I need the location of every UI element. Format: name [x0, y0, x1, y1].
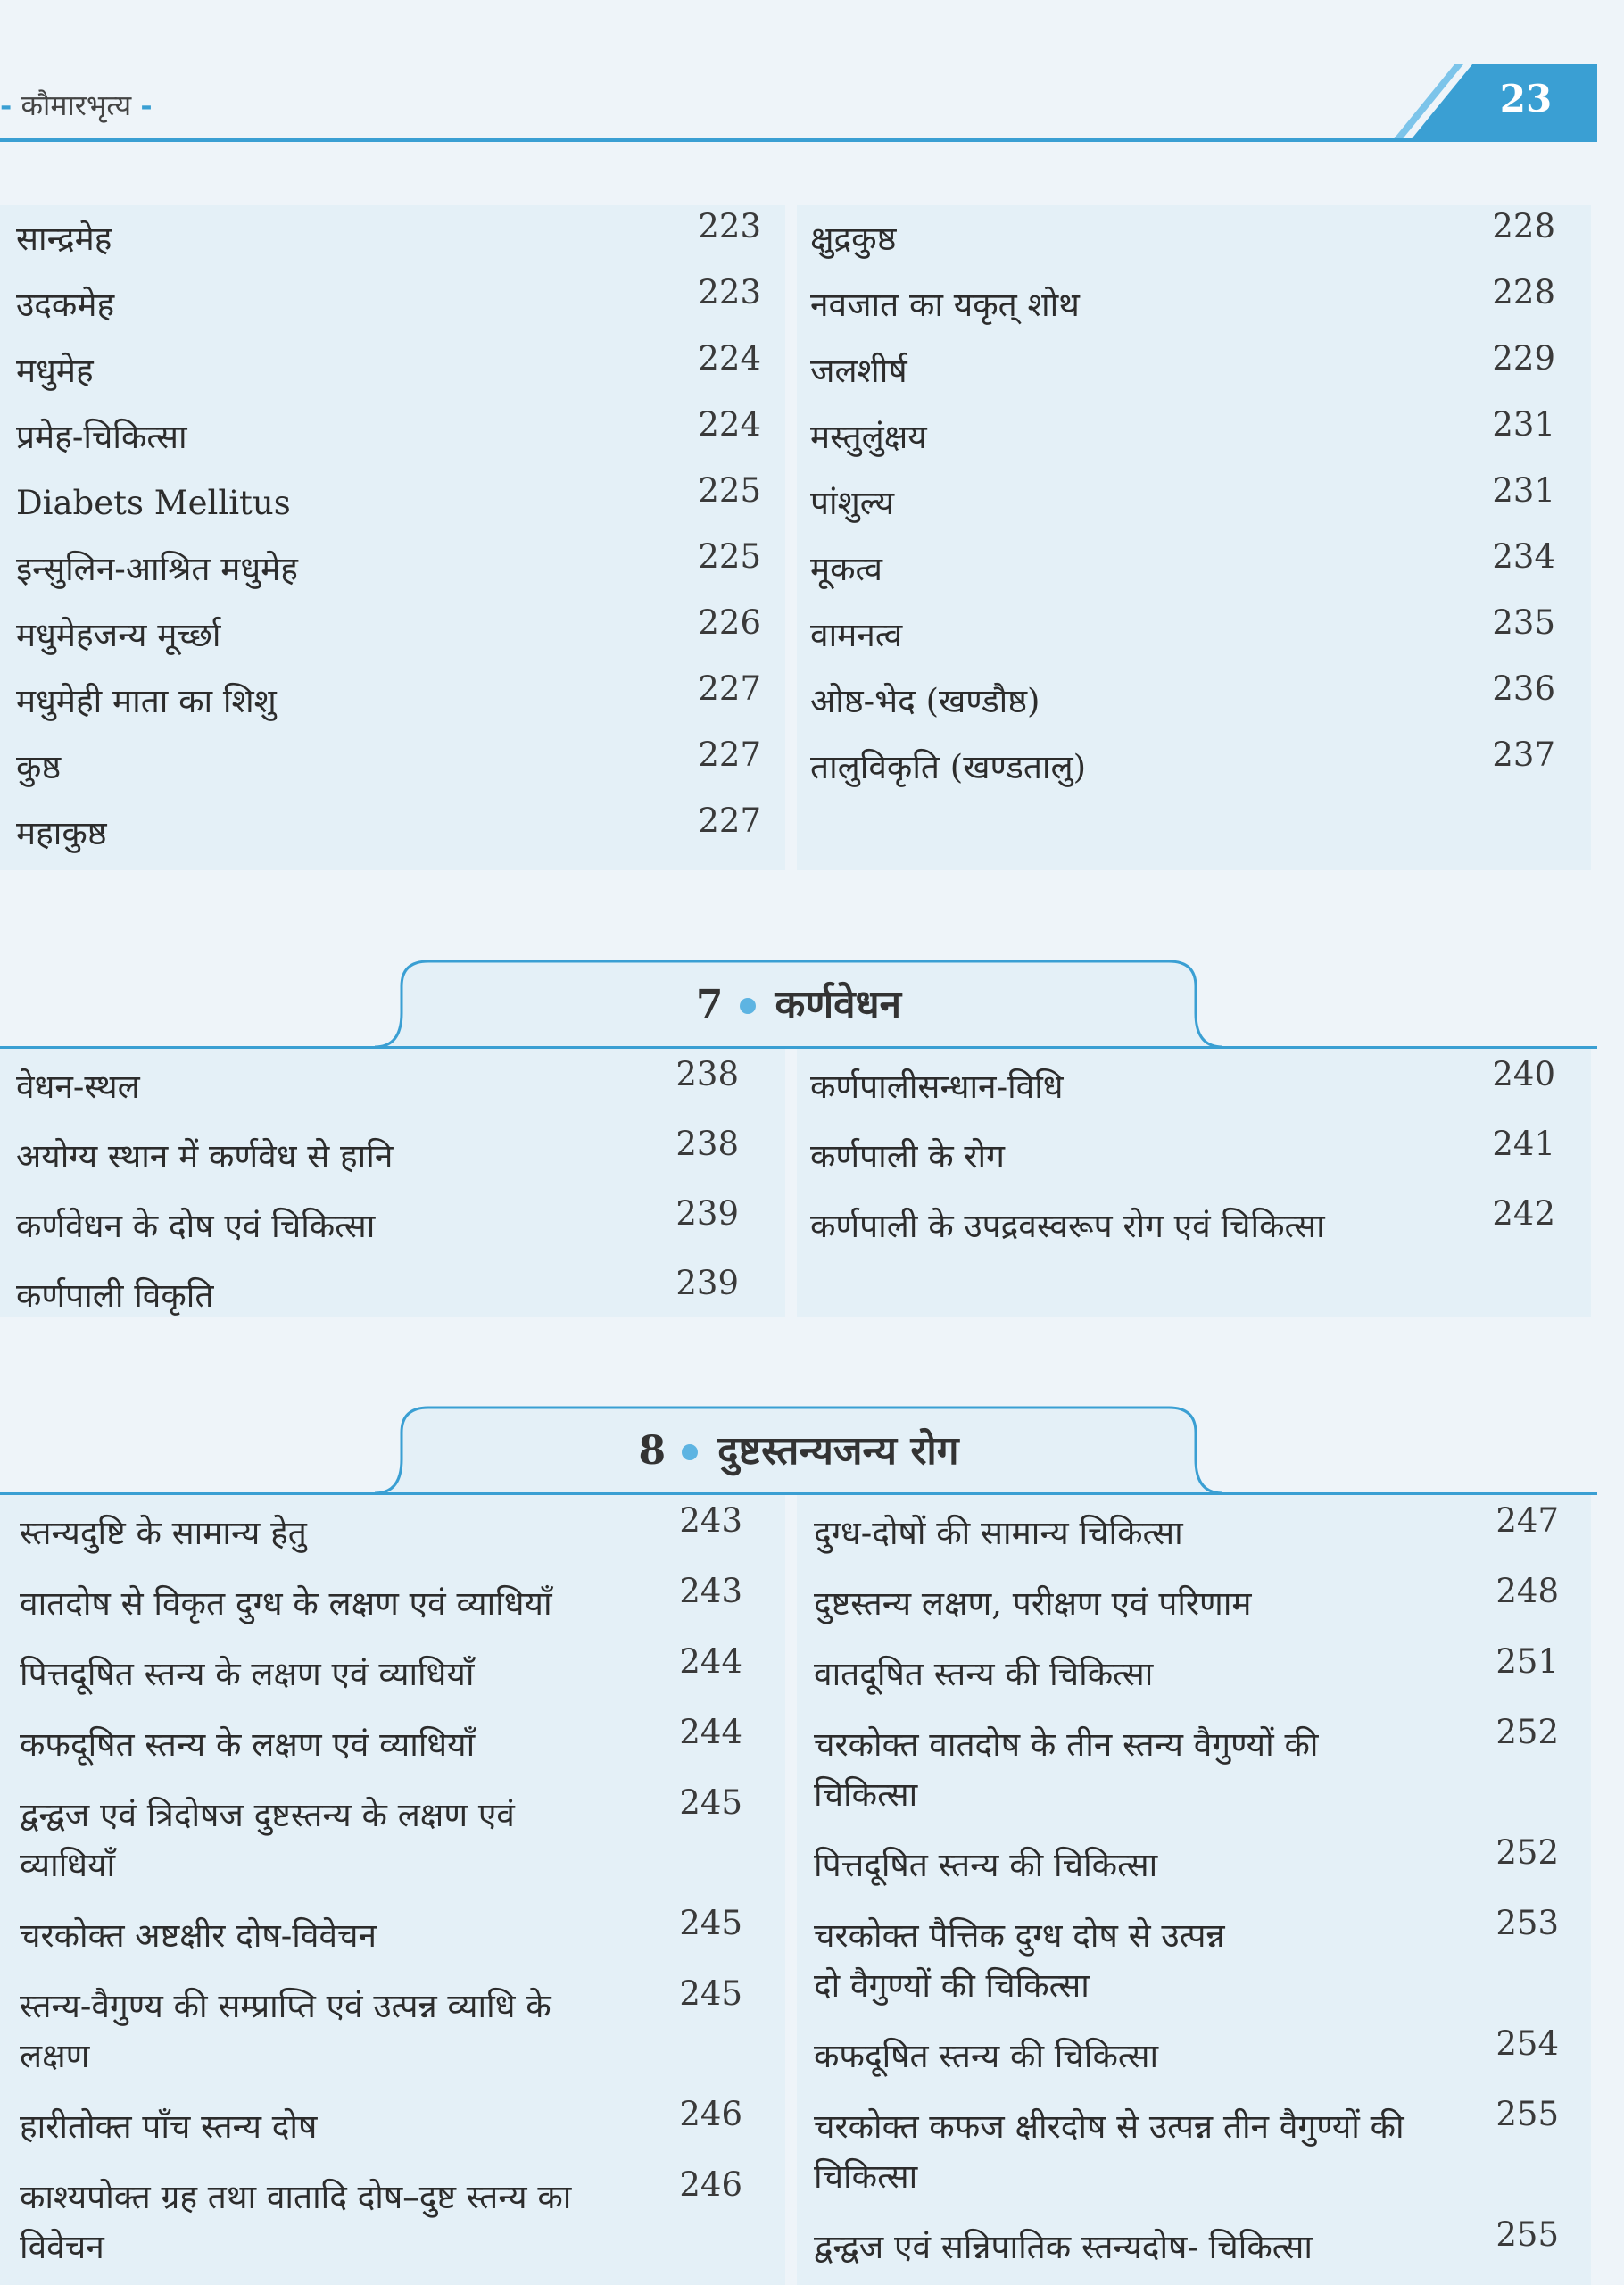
- toc-entry-page: 228: [1492, 207, 1555, 245]
- toc-entry: [814, 1572, 1559, 1629]
- toc-entry-page: 254: [1496, 2024, 1559, 2063]
- toc-entry-title: दुष्टस्तन्य लक्षण, परीक्षण एवं परिणाम: [814, 1584, 1252, 1623]
- bullet-dot-icon: [682, 1444, 698, 1460]
- right-dash-ornament: -: [140, 88, 153, 122]
- toc-entry-title: मधुमेह: [16, 352, 94, 390]
- toc-entry: [20, 1904, 742, 1961]
- toc-entry: [16, 207, 761, 264]
- toc-entry-title: कुष्ठ: [16, 748, 62, 786]
- toc-entry-title: उदकमेह: [16, 286, 115, 324]
- toc-entry: [16, 471, 761, 528]
- toc-entry-title: जलशीर्ष: [810, 352, 907, 390]
- toc-entry: [810, 537, 1555, 594]
- toc-entry: [814, 2095, 1559, 2202]
- toc-entry-title: हारीतोक्त पाँच स्तन्य दोष: [20, 2107, 318, 2146]
- toc-entry: [810, 471, 1555, 528]
- toc-entry: [810, 669, 1555, 727]
- toc-entry-title: द्वन्द्वज एवं त्रिदोषज दुष्टस्तन्य के लक्षण एवं: [20, 1796, 515, 1834]
- toc-entry-page: 247: [1496, 1501, 1559, 1540]
- toc-entry-page: 245: [679, 1904, 742, 1942]
- toc-entry-page: 253: [1496, 1904, 1559, 1942]
- toc-entry-page: 241: [1492, 1125, 1555, 1163]
- toc-entry-title: चरकोक्त कफज क्षीरदोष से उत्पन्न तीन वैगुण्यों की: [814, 2107, 1404, 2146]
- toc-entry: [810, 1125, 1555, 1182]
- toc-entry-title: चरकोक्त वातदोष के तीन स्तन्य वैगुण्यों की: [814, 1725, 1319, 1764]
- toc-entry-title: Diabets Mellitus: [16, 484, 291, 522]
- toc-entry-page: 223: [698, 207, 761, 245]
- toc-entry: [20, 1501, 742, 1558]
- toc-entry-title: ओष्ठ-भेद (खण्डौष्ठ): [810, 682, 1040, 720]
- toc-entry-title: पित्तदूषित स्तन्य के लक्षण एवं व्याधियाँ: [20, 1655, 475, 1693]
- toc-entry-title: कर्णपाली के रोग: [810, 1137, 1005, 1176]
- toc-entry-page: 224: [698, 339, 761, 378]
- page-header: [0, 0, 1624, 152]
- toc-entry: [814, 2215, 1559, 2273]
- toc-entry-title: पांशुल्य: [810, 484, 895, 522]
- toc-entry: [20, 1713, 742, 1770]
- toc-entry: [810, 1194, 1555, 1251]
- toc-entry-page: 246: [679, 2165, 742, 2204]
- toc-entry-title: कर्णपाली विकृति: [16, 1276, 214, 1315]
- toc-entry-page: 244: [679, 1713, 742, 1751]
- toc-entry-page: 243: [679, 1572, 742, 1610]
- toc-entry-page: 234: [1492, 537, 1555, 576]
- toc-entry-title-continued: विवेचन: [20, 2228, 104, 2266]
- toc-entry-page: 223: [698, 273, 761, 312]
- toc-entry: [814, 1904, 1559, 2011]
- toc-entry: [814, 1713, 1559, 1820]
- toc-entry: [810, 207, 1555, 264]
- toc-entry-title: स्तन्यदुष्टि के सामान्य हेतु: [20, 1514, 307, 1552]
- bullet-dot-icon: [740, 998, 756, 1014]
- toc-entry: [810, 735, 1555, 793]
- toc-entry: [16, 405, 761, 462]
- toc-entry: [20, 2165, 742, 2273]
- toc-entry: [16, 537, 761, 594]
- toc-entry-title: अयोग्य स्थान में कर्णवेध से हानि: [16, 1137, 394, 1176]
- toc-entry-title: स्तन्य-वैगुण्य की सम्प्राप्ति एवं उत्पन्न व्याधि के: [20, 1987, 551, 2025]
- toc-entry-title: पित्तदूषित स्तन्य की चिकित्सा: [814, 1846, 1158, 1884]
- toc-entry-page: 236: [1492, 669, 1555, 708]
- toc-entry-title-continued: लक्षण: [20, 2037, 90, 2075]
- toc-entry-page: 255: [1496, 2215, 1559, 2254]
- toc-entry-title: क्षुद्रकुष्ठ: [810, 220, 897, 258]
- toc-entry: [810, 273, 1555, 330]
- toc-entry-page: 244: [679, 1642, 742, 1681]
- toc-entry-page: 255: [1496, 2095, 1559, 2133]
- toc-entry-page: 239: [675, 1194, 739, 1233]
- chapter7-heading: [0, 976, 1597, 1029]
- toc-entry-page: 227: [698, 802, 761, 840]
- toc-entry: [814, 1833, 1559, 1890]
- toc-entry-page: 224: [698, 405, 761, 444]
- toc-entry-page: 245: [679, 1783, 742, 1822]
- toc-entry-page: 238: [675, 1125, 739, 1163]
- toc-entry-title: नवजात का यकृत् शोथ: [810, 286, 1080, 324]
- toc-entry: [16, 669, 761, 727]
- toc-entry-page: 231: [1492, 471, 1555, 510]
- toc-entry-title: कर्णवेधन के दोष एवं चिकित्सा: [16, 1207, 376, 1245]
- left-dash-ornament: -: [0, 88, 12, 122]
- toc-entry-title: द्वन्द्वज एवं सन्निपातिक स्तन्यदोष- चिकित्सा: [814, 2228, 1313, 2266]
- toc-entry-page: 243: [679, 1501, 742, 1540]
- toc-entry: [20, 1974, 742, 2081]
- toc-entry-page: 226: [698, 603, 761, 642]
- toc-entry-title: इन्सुलिन-आश्रित मधुमेह: [16, 550, 298, 588]
- toc-entry-title-continued: चिकित्सा: [814, 1775, 918, 1814]
- toc-entry-page: 231: [1492, 405, 1555, 444]
- toc-entry-title: कफदूषित स्तन्य की चिकित्सा: [814, 2037, 1159, 2075]
- toc-entry-page: 229: [1492, 339, 1555, 378]
- toc-entry-title: कफदूषित स्तन्य के लक्षण एवं व्याधियाँ: [20, 1725, 476, 1764]
- toc-entry-page: 245: [679, 1974, 742, 2013]
- toc-entry-page: 228: [1492, 273, 1555, 312]
- chapter7-title: कर्णवेधन: [775, 982, 902, 1027]
- toc-entry-title: प्रमेह-चिकित्सा: [16, 418, 187, 456]
- toc-entry-title: वामनत्व: [810, 616, 903, 654]
- toc-entry: [16, 1125, 739, 1182]
- toc-entry: [20, 1783, 742, 1890]
- toc-entry: [16, 1055, 739, 1112]
- toc-entry: [20, 1572, 742, 1629]
- toc-entry: [20, 2095, 742, 2152]
- toc-entry: [810, 405, 1555, 462]
- toc-entry-title: सान्द्रमेह: [16, 220, 112, 258]
- toc-entry-page: 235: [1492, 603, 1555, 642]
- toc-entry-page: 242: [1492, 1194, 1555, 1233]
- toc-entry-title: महाकुष्ठ: [16, 814, 107, 852]
- toc-entry-title: चरकोक्त अष्टक्षीर दोष-विवेचन: [20, 1916, 377, 1955]
- toc-entry-title-continued: दो वैगुण्यों की चिकित्सा: [814, 1966, 1090, 2005]
- toc-entry-page: 227: [698, 735, 761, 774]
- toc-entry: [16, 1264, 739, 1321]
- toc-entry-title: कर्णपालीसन्धान-विधि: [810, 1068, 1064, 1106]
- chapter7-banner: [0, 960, 1597, 1049]
- toc-entry-title: चरकोक्त पैत्तिक दुग्ध दोष से उत्पन्न: [814, 1916, 1225, 1955]
- toc-entry-page: 252: [1496, 1833, 1559, 1872]
- toc-entry: [814, 1642, 1559, 1699]
- toc-entry-title-continued: व्याधियाँ: [20, 1846, 116, 1884]
- toc-entry-page: 225: [698, 471, 761, 510]
- toc-entry-page: 252: [1496, 1713, 1559, 1751]
- toc-entry: [810, 603, 1555, 661]
- toc-entry-title: वातदूषित स्तन्य की चिकित्सा: [814, 1655, 1154, 1693]
- toc-entry-page: 237: [1492, 735, 1555, 774]
- toc-entry-title: कर्णपाली के उपद्रवस्वरूप रोग एवं चिकित्सा: [810, 1207, 1325, 1245]
- toc-entry: [16, 273, 761, 330]
- toc-entry: [16, 802, 761, 859]
- toc-entry-title: मधुमेहजन्य मूर्च्छा: [16, 616, 221, 654]
- toc-entry: [20, 1642, 742, 1699]
- toc-entry-page: 251: [1496, 1642, 1559, 1681]
- chapter7-number: 7: [695, 982, 724, 1027]
- toc-entry: [16, 339, 761, 396]
- toc-entry-title: मस्तुलुंक्षय: [810, 418, 927, 456]
- toc-entry-title: दुग्ध-दोषों की सामान्य चिकित्सा: [814, 1514, 1183, 1552]
- toc-entry-title-continued: चिकित्सा: [814, 2157, 918, 2196]
- toc-entry-title: तालुविकृति (खण्डतालु): [810, 748, 1087, 786]
- toc-entry-page: 227: [698, 669, 761, 708]
- chapter8-banner: [0, 1406, 1597, 1495]
- toc-entry: [810, 1055, 1555, 1112]
- toc-entry-page: 246: [679, 2095, 742, 2133]
- toc-entry-title: वेधन-स्थल: [16, 1068, 140, 1106]
- toc-entry-title: काश्यपोक्त ग्रह तथा वातादि दोष–दुष्ट स्तन्य का: [20, 2178, 572, 2216]
- toc-entry: [16, 735, 761, 793]
- chapter8-number: 8: [638, 1428, 667, 1474]
- toc-entry: [814, 2024, 1559, 2081]
- toc-entry-page: 239: [675, 1264, 739, 1302]
- toc-entry-page: 240: [1492, 1055, 1555, 1093]
- toc-entry-page: 238: [675, 1055, 739, 1093]
- toc-entry-title: मूकत्व: [810, 550, 882, 588]
- page-number: 23: [1499, 77, 1553, 120]
- toc-entry: [810, 339, 1555, 396]
- toc-entry-title: वातदोष से विकृत दुग्ध के लक्षण एवं व्याधियाँ: [20, 1584, 552, 1623]
- chapter8-heading: [0, 1422, 1597, 1475]
- toc-entry-title: मधुमेही माता का शिशु: [16, 682, 277, 720]
- toc-entry: [16, 1194, 739, 1251]
- running-head: [0, 86, 153, 124]
- header-rule: [0, 138, 1597, 142]
- toc-entry: [16, 603, 761, 661]
- book-title: कौमारभृत्य: [21, 88, 132, 122]
- toc-entry-page: 248: [1496, 1572, 1559, 1610]
- chapter8-title: दुष्टस्तन्यजन्य रोग: [717, 1428, 959, 1474]
- toc-entry: [814, 1501, 1559, 1558]
- page-number-tab: [1392, 64, 1597, 141]
- toc-entry-page: 225: [698, 537, 761, 576]
